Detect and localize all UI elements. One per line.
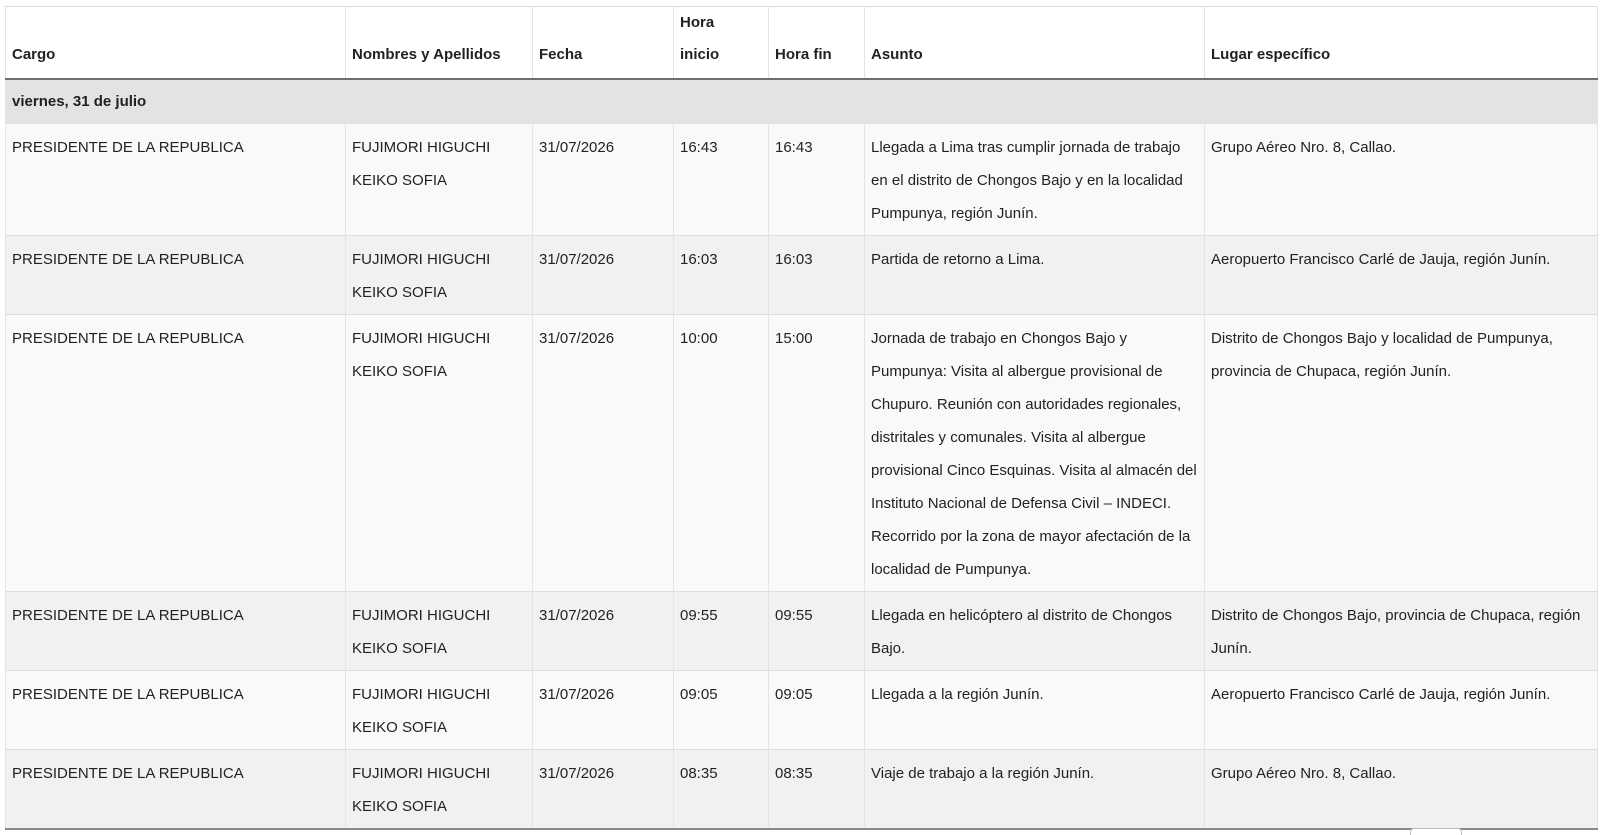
table-header [6,7,1598,80]
pagination-control[interactable] [1410,828,1462,835]
cell-asunto: Llegada en helicóptero al distrito de Chongos Bajo. [865,592,1205,671]
cell-cargo: PRESIDENTE DE LA REPUBLICA [6,750,346,830]
cell-nombres: FUJIMORI HIGUCHI KEIKO SOFIA [346,236,533,315]
cell-hora-inicio: 16:03 [674,236,769,315]
cell-fecha: 31/07/2026 [533,592,674,671]
table-row [6,315,1598,592]
cell-asunto: Viaje de trabajo a la región Junín. [865,750,1205,830]
header-nombres[interactable]: Nombres y Apellidos [346,7,533,80]
header-hora-inicio-line1: Hora [680,14,715,31]
cell-nombres: FUJIMORI HIGUCHI KEIKO SOFIA [346,124,533,236]
table-row [6,671,1598,750]
header-row [6,7,1598,80]
table-row [6,592,1598,671]
group-row [6,79,1598,124]
cell-hora-fin: 16:43 [769,124,865,236]
cell-hora-inicio: 09:05 [674,671,769,750]
agenda-table-container [5,6,1597,830]
cell-cargo: PRESIDENTE DE LA REPUBLICA [6,592,346,671]
cell-hora-fin: 09:55 [769,592,865,671]
group-label: viernes, 31 de julio [6,79,1598,124]
agenda-table [5,6,1598,830]
header-lugar[interactable]: Lugar específico [1205,7,1598,80]
cell-asunto: Llegada a Lima tras cumplir jornada de trabajo en el distrito de Chongos Bajo y en la localidad Pumpunya, región Junín. [865,124,1205,236]
cell-hora-inicio: 10:00 [674,315,769,592]
cell-hora-fin: 16:03 [769,236,865,315]
table-body [6,79,1598,829]
cell-lugar: Distrito de Chongos Bajo, provincia de Chupaca, región Junín. [1205,592,1598,671]
header-asunto[interactable]: Asunto [865,7,1205,80]
cell-asunto: Jornada de trabajo en Chongos Bajo y Pumpunya: Visita al albergue provisional de Chupuro. Reunión con autoridades regionales, distritales y comunales. Visita al albergue provisional Cinco Esquinas. Visita al almacén del Instituto Nacional de Defensa Civil – INDECI. Recorrido por la zona de mayor afectación de la localidad de Pumpunya. [865,315,1205,592]
header-hora-fin[interactable]: Hora fin [769,7,865,80]
cell-fecha: 31/07/2026 [533,236,674,315]
cell-cargo: PRESIDENTE DE LA REPUBLICA [6,315,346,592]
cell-cargo: PRESIDENTE DE LA REPUBLICA [6,236,346,315]
cell-nombres: FUJIMORI HIGUCHI KEIKO SOFIA [346,592,533,671]
cell-nombres: FUJIMORI HIGUCHI KEIKO SOFIA [346,315,533,592]
table-row [6,236,1598,315]
cell-hora-inicio: 08:35 [674,750,769,830]
header-fecha[interactable]: Fecha [533,7,674,80]
cell-cargo: PRESIDENTE DE LA REPUBLICA [6,124,346,236]
cell-fecha: 31/07/2026 [533,671,674,750]
cell-hora-fin: 08:35 [769,750,865,830]
table-row [6,124,1598,236]
cell-lugar: Aeropuerto Francisco Carlé de Jauja, región Junín. [1205,236,1598,315]
table-row [6,750,1598,830]
cell-fecha: 31/07/2026 [533,124,674,236]
cell-cargo: PRESIDENTE DE LA REPUBLICA [6,671,346,750]
cell-nombres: FUJIMORI HIGUCHI KEIKO SOFIA [346,750,533,830]
cell-nombres: FUJIMORI HIGUCHI KEIKO SOFIA [346,671,533,750]
cell-hora-fin: 09:05 [769,671,865,750]
header-hora-inicio-line2: inicio [680,46,720,63]
cell-lugar: Aeropuerto Francisco Carlé de Jauja, región Junín. [1205,671,1598,750]
cell-asunto: Partida de retorno a Lima. [865,236,1205,315]
cell-fecha: 31/07/2026 [533,750,674,830]
header-cargo[interactable]: Cargo [6,7,346,80]
cell-asunto: Llegada a la región Junín. [865,671,1205,750]
cell-lugar: Distrito de Chongos Bajo y localidad de Pumpunya, provincia de Chupaca, región Junín. [1205,315,1598,592]
cell-lugar: Grupo Aéreo Nro. 8, Callao. [1205,124,1598,236]
cell-hora-fin: 15:00 [769,315,865,592]
cell-hora-inicio: 09:55 [674,592,769,671]
header-hora-inicio[interactable] [674,7,769,80]
cell-fecha: 31/07/2026 [533,315,674,592]
cell-hora-inicio: 16:43 [674,124,769,236]
cell-lugar: Grupo Aéreo Nro. 8, Callao. [1205,750,1598,830]
